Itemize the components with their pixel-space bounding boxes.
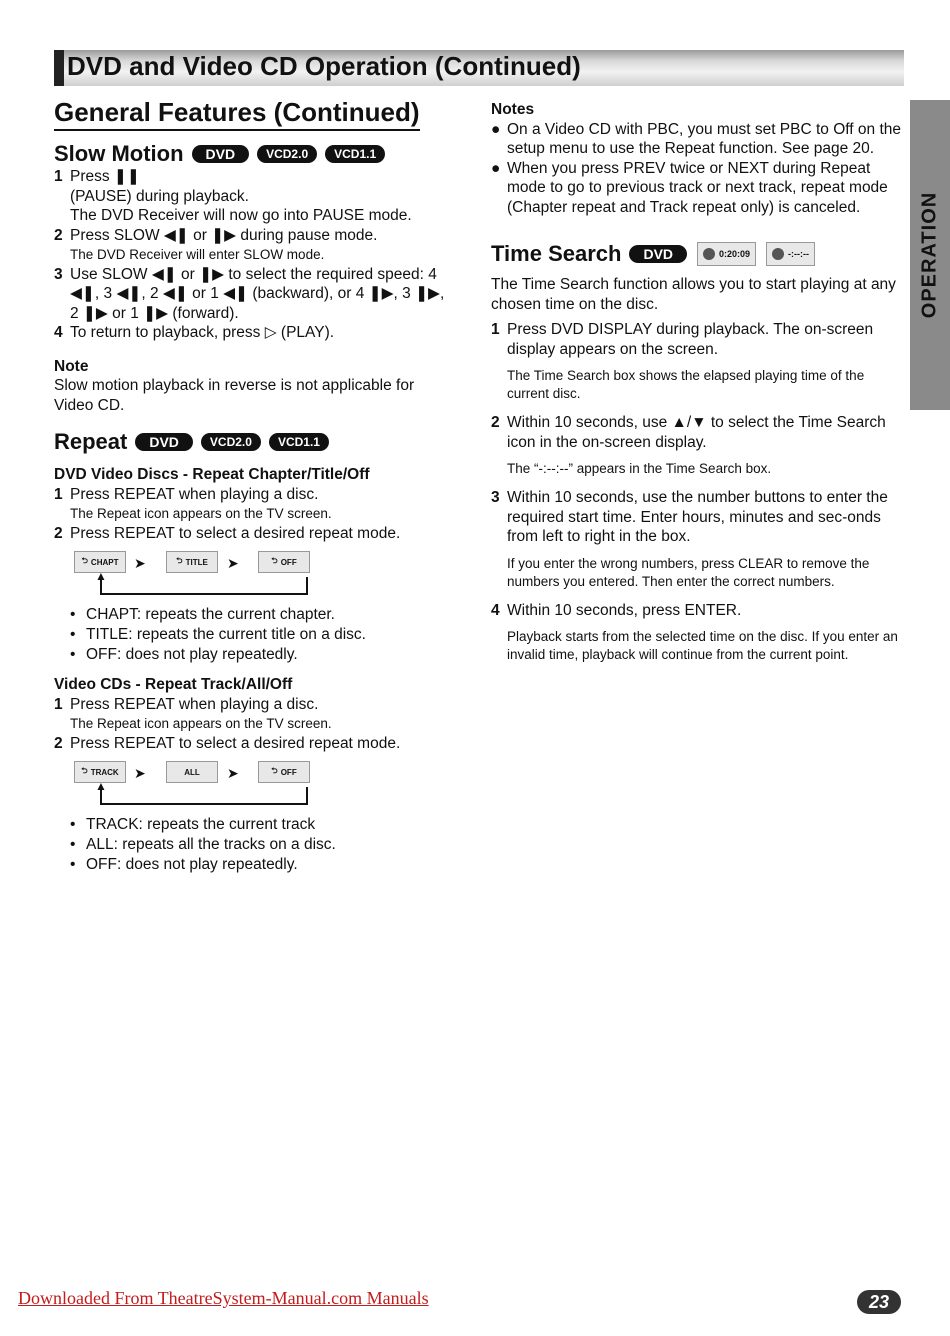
slow-step-2: 2 Press SLOW ◀❚ or ❚▶ during pause mode. The DVD Receiver will enter SLOW mode. xyxy=(54,226,378,262)
repeat-icon: ⮌ xyxy=(176,556,183,565)
vcd-repeat-subtitle: Video CDs - Repeat Track/All/Off xyxy=(54,676,293,693)
time-search-osd-elapsed: 0:20:09 xyxy=(697,242,756,266)
vcd-repeat-step-2: 2 Press REPEAT to select a desired repeat mode. xyxy=(54,734,401,752)
vcd-bullet: • OFF: does not play repeatedly. xyxy=(70,856,298,873)
arrow-up-icon: ▲ xyxy=(95,779,107,793)
disc-icon xyxy=(772,248,784,260)
osd-title: ⮌ TITLE xyxy=(166,551,218,573)
page-number: 23 xyxy=(857,1290,901,1314)
section-title: General Features (Continued) xyxy=(54,96,420,131)
ts-step-3: 3 Within 10 seconds, use the number buttons to enter the required start time. Enter hours, minutes and sec-onds from left to right in the box. If you enter the wrong numbers, press CLEAR to remove the numbers you entered. Then enter the correct numbers. xyxy=(491,489,888,589)
notes-title: Notes xyxy=(491,101,535,118)
page-header-title: DVD and Video CD Operation (Continued) xyxy=(67,51,581,81)
osd-chapt: ⮌ CHAPT xyxy=(74,551,126,573)
osd-track: ⮌ TRACK xyxy=(74,761,126,783)
arrow-right-icon: ➤ xyxy=(227,555,239,571)
time-search-title: Time Search xyxy=(491,241,622,266)
vcd-repeat-osd-diagram xyxy=(74,761,454,815)
side-tab-label: OPERATION xyxy=(918,191,941,319)
time-search-heading xyxy=(491,241,903,267)
badge-vcd11: VCD1.1 xyxy=(325,145,385,163)
osd-off: ⮌ OFF xyxy=(258,551,310,573)
arrow-up-icon: ▲ xyxy=(95,569,107,583)
slow-motion-title: Slow Motion xyxy=(54,141,184,166)
repeat-heading xyxy=(54,429,454,455)
section-side-tab xyxy=(910,100,950,410)
right-column xyxy=(491,100,903,664)
dvd-bullet: • CHAPT: repeats the current chapter. xyxy=(70,606,335,623)
note-item: ● On a Video CD with PBC, you must set PBC to Off on the setup menu to use the Repeat function. See page 20. xyxy=(491,120,902,157)
ts-step-1: 1 Press DVD DISPLAY during playback. The on-screen display appears on the screen. The Time Search box shows the elapsed playing time of the current disc. xyxy=(491,321,874,401)
vcd-bullet: • ALL: repeats all the tracks on a disc. xyxy=(70,836,336,853)
repeat-icon: ⮌ xyxy=(271,556,278,565)
repeat-title: Repeat xyxy=(54,429,128,454)
loop-line xyxy=(100,577,308,595)
badge-vcd20: VCD2.0 xyxy=(257,145,317,163)
note-item: ● When you press PREV twice or NEXT during Repeat mode to go to previous track or next track, repeat mode (Chapter repeat and Track repeat only) is canceled. xyxy=(491,159,888,216)
header-bar xyxy=(54,50,904,86)
loop-line xyxy=(100,787,308,805)
dvd-bullet: • TITLE: repeats the current title on a disc. xyxy=(70,626,366,643)
arrow-right-icon: ➤ xyxy=(134,555,146,571)
osd-all: ALL xyxy=(166,761,218,783)
slow-step-3: 3 Use SLOW ◀❚ or ❚▶ to select the required speed: 4 ◀❚, 3 ◀❚, 2 ◀❚ or 1 ◀❚ (backward), or 4 ❚▶, 3 ❚▶, 2 ❚▶ or 1 ❚▶ (forward). xyxy=(54,265,445,322)
repeat-icon: ⮌ xyxy=(271,766,278,775)
slow-note-text: Slow motion playback in reverse is not applicable for Video CD. xyxy=(54,377,415,414)
vcd-bullet: • TRACK: repeats the current track xyxy=(70,816,316,833)
osd-off: ⮌ OFF xyxy=(258,761,310,783)
slow-step-4: 4 To return to playback, press ▷ (PLAY). xyxy=(54,324,335,341)
arrow-right-icon: ➤ xyxy=(134,765,146,781)
badge-dvd: DVD xyxy=(629,245,687,263)
dvd-repeat-step-1: 1 Press REPEAT when playing a disc. The Repeat icon appears on the TV screen. xyxy=(54,485,332,521)
time-search-intro: The Time Search function allows you to start playing at any chosen time on the disc. xyxy=(491,276,896,313)
repeat-icon: ⮌ xyxy=(81,556,88,565)
ts-step-4: 4 Within 10 seconds, press ENTER. Playback starts from the selected time on the disc. If you enter an invalid time, playback will continue from the current point. xyxy=(491,601,898,662)
download-link[interactable]: Downloaded From TheatreSystem-Manual.com Manuals xyxy=(18,1288,429,1308)
dvd-repeat-osd-diagram xyxy=(74,551,454,605)
dvd-bullet: • OFF: does not play repeatedly. xyxy=(70,646,298,663)
vcd-repeat-step-1: 1 Press REPEAT when playing a disc. The Repeat icon appears on the TV screen. xyxy=(54,695,332,731)
slow-step-1: 1 Press ❚❚ (PAUSE) during playback. The DVD Receiver will now go into PAUSE mode. xyxy=(54,168,412,224)
slow-motion-heading xyxy=(54,141,454,167)
disc-icon xyxy=(703,248,715,260)
left-column xyxy=(54,96,454,875)
badge-vcd20: VCD2.0 xyxy=(201,433,261,451)
dvd-repeat-subtitle: DVD Video Discs - Repeat Chapter/Title/Off xyxy=(54,466,370,483)
badge-vcd11: VCD1.1 xyxy=(269,433,329,451)
ts-step-2: 2 Within 10 seconds, use ▲/▼ to select the Time Search icon in the on-screen display. The “-:--:--” appears in the Time Search box. xyxy=(491,414,886,476)
badge-dvd: DVD xyxy=(135,433,193,451)
repeat-icon: ⮌ xyxy=(81,766,88,775)
slow-note-title: Note xyxy=(54,357,89,375)
dvd-repeat-step-2: 2 Press REPEAT to select a desired repeat mode. xyxy=(54,524,401,542)
arrow-right-icon: ➤ xyxy=(227,765,239,781)
badge-dvd: DVD xyxy=(192,145,250,163)
time-search-osd-empty: -:--:-- xyxy=(766,242,815,266)
